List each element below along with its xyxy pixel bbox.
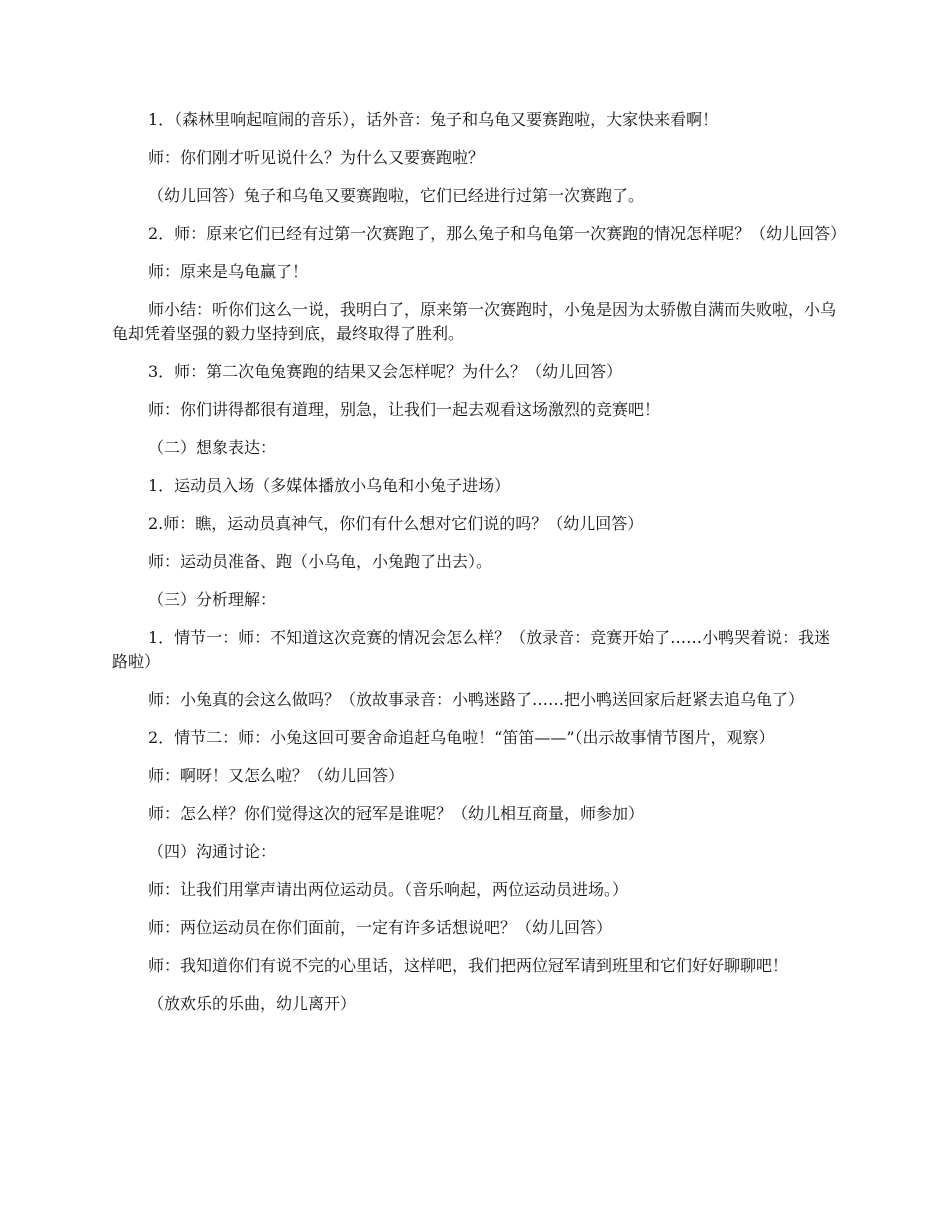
paragraph: 2.师：瞧，运动员真神气，你们有什么想对它们说的吗？（幼儿回答） — [148, 514, 644, 533]
paragraph: 师：你们讲得都很有道理，别急，让我们一起去观看这场激烈的竞赛吧！ — [148, 400, 661, 419]
paragraph: 师：我知道你们有说不完的心里话，这样吧，我们把两位冠军请到班里和它们好好聊聊吧！ — [148, 956, 789, 975]
section-heading: （三）分析理解： — [148, 590, 277, 609]
paragraph: 3．师：第二次龟兔赛跑的结果又会怎样呢？为什么？（幼儿回答） — [148, 362, 623, 381]
paragraph: 师：你们刚才听见说什么？为什么又要赛跑啦？ — [148, 148, 485, 167]
paragraph: 1．情节一：师：不知道这次竞赛的情况会怎么样？（放录音：竞赛开始了……小鸭哭着说：我迷路啦） — [112, 628, 831, 671]
paragraph: 1．运动员入场（多媒体播放小乌龟和小兔子进场） — [148, 476, 511, 495]
paragraph: （幼儿回答）兔子和乌龟又要赛跑啦，它们已经进行过第一次赛跑了。 — [148, 186, 645, 205]
paragraph: 师：让我们用掌声请出两位运动员。（音乐响起，两位运动员进场。） — [148, 880, 629, 899]
paragraph: 师：运动员准备、跑（小乌龟，小兔跑了出去）。 — [148, 552, 493, 571]
paragraph: 师：两位运动员在你们面前，一定有许多话想说吧？（幼儿回答） — [148, 918, 613, 937]
paragraph: 师：原来是乌龟赢了！ — [148, 262, 309, 281]
section-heading: （四）沟通讨论： — [148, 842, 277, 861]
paragraph: 2．师：原来它们已经有过第一次赛跑了，那么兔子和乌龟第一次赛跑的情况怎样呢？（幼儿回答） — [148, 224, 847, 243]
paragraph: 师：小兔真的会这么做吗？（放故事录音：小鸭迷路了……把小鸭送回家后赶紧去追乌龟了） — [148, 690, 805, 709]
paragraph: 师：啊呀！又怎么啦？（幼儿回答） — [148, 766, 405, 785]
paragraph: （放欢乐的乐曲，幼儿离开） — [148, 994, 357, 1013]
paragraph: 1．（森林里响起喧闹的音乐），话外音：兔子和乌龟又要赛跑啦，大家快来看啊！ — [148, 110, 719, 129]
document-body — [112, 108, 847, 1030]
section-heading: （二）想象表达： — [148, 438, 277, 457]
paragraph: 2．情节二：师：小兔这回可要舍命追赶乌龟啦！“笛笛——”（出示故事情节图片，观察） — [148, 728, 775, 747]
paragraph: 师：怎么样？你们觉得这次的冠军是谁呢？（幼儿相互商量，师参加） — [148, 804, 645, 823]
paragraph: 师小结：听你们这么一说，我明白了，原来第一次赛跑时，小兔是因为太骄傲自满而失败啦，小乌龟却凭着坚强的毅力坚持到底，最终取得了胜利。 — [112, 300, 837, 343]
